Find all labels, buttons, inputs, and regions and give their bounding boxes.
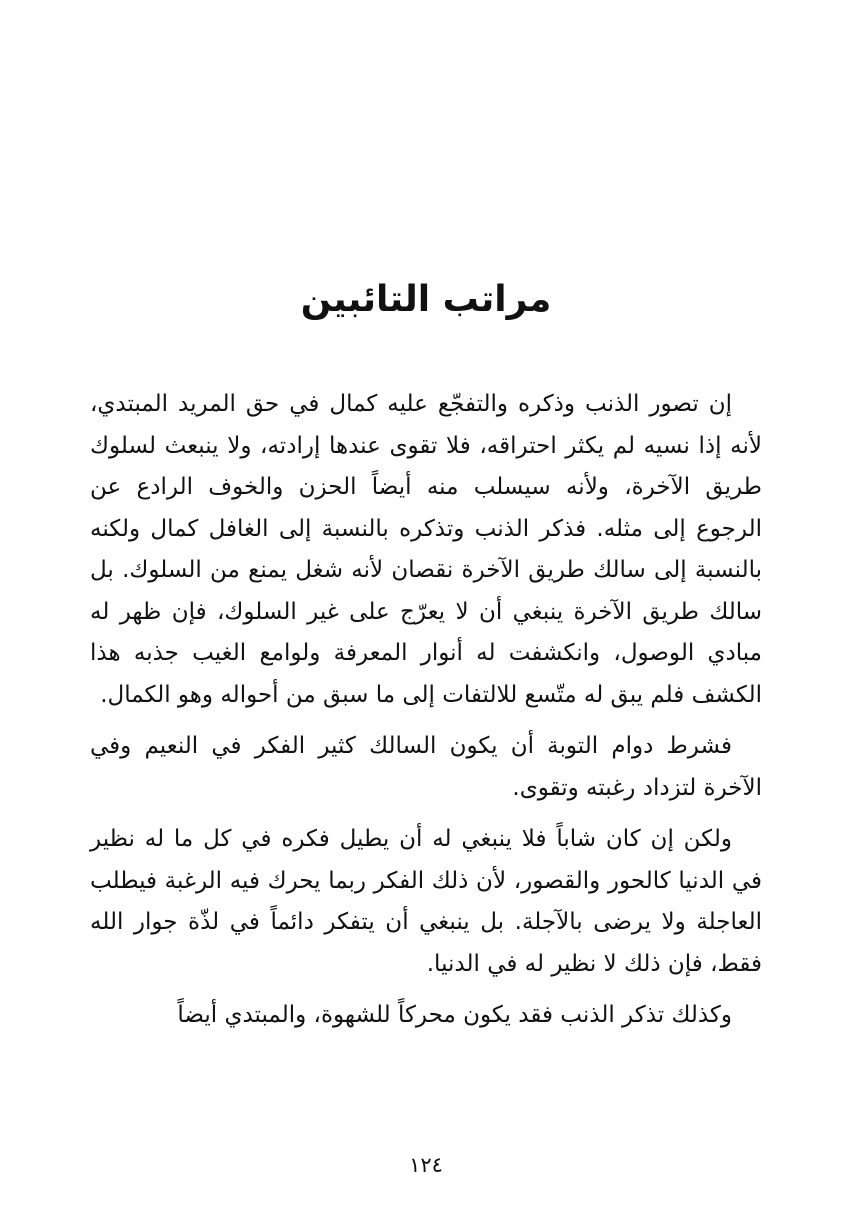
paragraph: فشرط دوام التوبة أن يكون السالك كثير الفكر في النعيم وفي الآخرة لتزداد رغبته وتقوى. [90, 733, 762, 801]
chapter-title: مراتب التائبين [300, 279, 552, 320]
paragraph: وكذلك تذكر الذنب فقد يكون محركاً للشهوة، والمبتدي أيضاً [177, 1002, 732, 1028]
paragraph: إن تصور الذنب وذكره والتفجّع عليه كمال في حق المريد المبتدي، لأنه إذا نسيه لم يكثر احتراقه، فلا تقوى عندها إرادته، ولا ينبعث لسلوك طريق الآخرة، ولأنه سيسلب منه أيضاً الحزن والخوف الرادع عن الرجوع إلى مثله. فذكر الذنب وتذكره بالنسبة إلى الغافل كمال ولكنه بالنسبة إلى سالك طريق الآخرة نقصان لأنه شغل يمنع من السلوك. بل سالك طريق الآخرة ينبغي أن لا يعرّج على غير السلوك، فإن ظهر له مبادي الوصول، وانكشفت له أنوار المعرفة ولوامع الغيب جذبه هذا الكشف فلم يبق له متّسع للالتفات إلى ما سبق من أحواله وهو الكمال. [90, 391, 762, 708]
page-number: ١٢٤ [409, 1153, 443, 1177]
body-text [90, 384, 762, 1047]
paragraph: ولكن إن كان شاباً فلا ينبغي له أن يطيل فكره في كل ما له نظير في الدنيا كالحور والقصور، لأن ذلك الفكر ربما يحرك فيه الرغبة فيطلب العاجلة ولا يرضى بالآجلة. بل ينبغي أن يتفكر دائماً في لذّة جوار الله فقط، فإن ذلك لا نظير له في الدنيا. [90, 826, 762, 977]
